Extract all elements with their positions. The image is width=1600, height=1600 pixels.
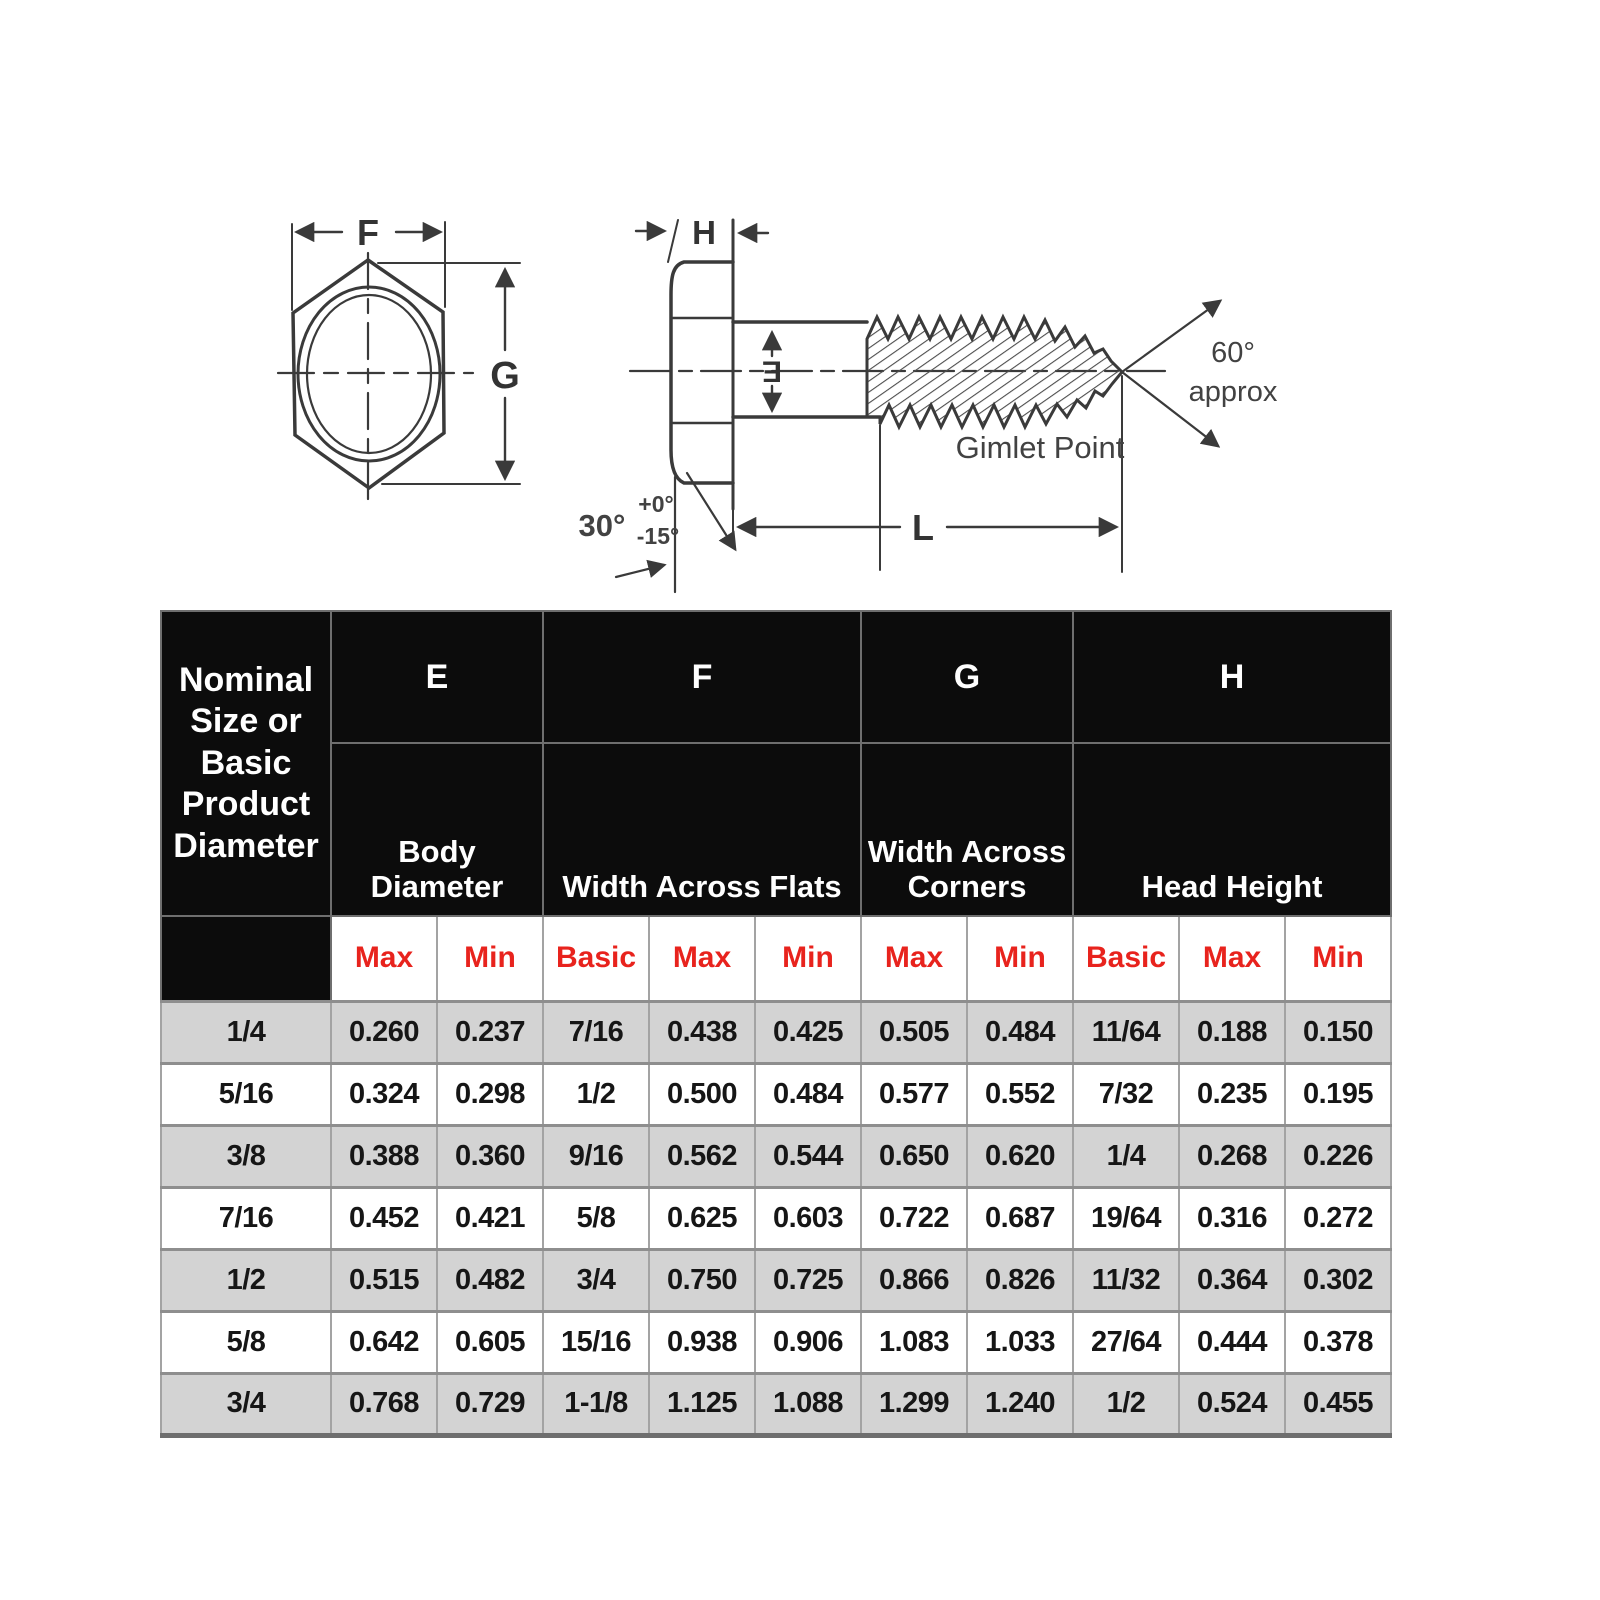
row-size-cell: 3/4	[161, 1373, 331, 1435]
value-cell: 0.150	[1285, 1001, 1391, 1063]
value-cell: 1.033	[967, 1311, 1073, 1373]
value-cell: 0.577	[861, 1063, 967, 1125]
measure-type-cell: Max	[861, 916, 967, 1001]
value-cell: 9/16	[543, 1125, 649, 1187]
value-cell: 0.226	[1285, 1125, 1391, 1187]
h-extension-left	[668, 220, 678, 262]
measure-type-corner-cell	[161, 916, 331, 1001]
value-cell: 1.088	[755, 1373, 861, 1435]
value-cell: 0.388	[331, 1125, 437, 1187]
value-cell: 0.750	[649, 1249, 755, 1311]
value-cell: 0.938	[649, 1311, 755, 1373]
value-cell: 0.729	[437, 1373, 543, 1435]
value-cell: 1.299	[861, 1373, 967, 1435]
value-cell: 0.484	[755, 1063, 861, 1125]
value-cell: 0.500	[649, 1063, 755, 1125]
value-cell: 1.083	[861, 1311, 967, 1373]
measure-type-cell: Min	[755, 916, 861, 1001]
value-cell: 0.235	[1179, 1063, 1285, 1125]
value-cell: 1/2	[543, 1063, 649, 1125]
group-letter-e: E	[331, 611, 543, 743]
group-name-width-across-flats: Width Across Flats	[543, 743, 861, 916]
value-cell: 0.195	[1285, 1063, 1391, 1125]
value-cell: 0.515	[331, 1249, 437, 1311]
value-cell: 0.302	[1285, 1249, 1391, 1311]
value-cell: 0.625	[649, 1187, 755, 1249]
table-row	[161, 1125, 1391, 1187]
corner-header-line: Product	[181, 785, 311, 824]
value-cell: 0.425	[755, 1001, 861, 1063]
value-cell: 0.360	[437, 1125, 543, 1187]
value-cell: 11/32	[1073, 1249, 1179, 1311]
value-cell: 0.725	[755, 1249, 861, 1311]
value-cell: 0.444	[1179, 1311, 1285, 1373]
lag-screw-diagram	[0, 0, 1600, 605]
thread-profile	[867, 317, 1122, 427]
table-row	[161, 1249, 1391, 1311]
measure-type-cell: Min	[1285, 916, 1391, 1001]
value-cell: 0.452	[331, 1187, 437, 1249]
dim-label-h: H	[692, 214, 716, 251]
value-cell: 0.603	[755, 1187, 861, 1249]
row-size-cell: 1/2	[161, 1249, 331, 1311]
value-cell: 0.378	[1285, 1311, 1391, 1373]
spec-table-body	[161, 1001, 1391, 1435]
value-cell: 0.642	[331, 1311, 437, 1373]
value-cell: 0.260	[331, 1001, 437, 1063]
value-cell: 0.298	[437, 1063, 543, 1125]
group-name-body-diameter: Body Diameter	[331, 743, 543, 916]
value-cell: 0.316	[1179, 1187, 1285, 1249]
group-name-row	[161, 743, 1391, 916]
measure-type-cell: Max	[331, 916, 437, 1001]
value-cell: 7/32	[1073, 1063, 1179, 1125]
head-profile	[671, 262, 733, 483]
value-cell: 0.438	[649, 1001, 755, 1063]
row-size-cell: 3/8	[161, 1125, 331, 1187]
measure-type-cell: Basic	[1073, 916, 1179, 1001]
group-letter-g: G	[861, 611, 1073, 743]
measure-type-cell: Max	[649, 916, 755, 1001]
dim-label-l: L	[912, 507, 934, 548]
table-row	[161, 1187, 1391, 1249]
value-cell: 1.240	[967, 1373, 1073, 1435]
row-size-cell: 5/8	[161, 1311, 331, 1373]
measure-type-cell: Basic	[543, 916, 649, 1001]
dim-label-e: E	[761, 354, 783, 388]
group-letter-h: H	[1073, 611, 1391, 743]
value-cell: 7/16	[543, 1001, 649, 1063]
dim-label-f: F	[357, 212, 379, 253]
value-cell: 1/4	[1073, 1125, 1179, 1187]
value-cell: 1/2	[1073, 1373, 1179, 1435]
point-angle-line-upper	[1122, 301, 1220, 372]
value-cell: 15/16	[543, 1311, 649, 1373]
value-cell: 0.562	[649, 1125, 755, 1187]
value-cell: 0.188	[1179, 1001, 1285, 1063]
value-cell: 0.484	[967, 1001, 1073, 1063]
corner-header-line: Nominal	[178, 660, 314, 699]
value-cell: 0.722	[861, 1187, 967, 1249]
value-cell: 0.544	[755, 1125, 861, 1187]
gimlet-point-label: Gimlet Point	[955, 430, 1125, 465]
table-row	[161, 1373, 1391, 1435]
measure-type-cell: Max	[1179, 916, 1285, 1001]
value-cell: 3/4	[543, 1249, 649, 1311]
value-cell: 0.687	[967, 1187, 1073, 1249]
letter-header-row	[161, 611, 1391, 743]
value-cell: 19/64	[1073, 1187, 1179, 1249]
row-size-cell: 7/16	[161, 1187, 331, 1249]
value-cell: 0.324	[331, 1063, 437, 1125]
chamfer-leader-arrow	[616, 565, 664, 577]
value-cell: 0.620	[967, 1125, 1073, 1187]
value-cell: 0.505	[861, 1001, 967, 1063]
value-cell: 5/8	[543, 1187, 649, 1249]
value-cell: 0.524	[1179, 1373, 1285, 1435]
corner-header-line: Diameter	[173, 826, 319, 865]
group-name-head-height: Head Height	[1073, 743, 1391, 916]
group-letter-f: F	[543, 611, 861, 743]
value-cell: 1-1/8	[543, 1373, 649, 1435]
value-cell: 0.268	[1179, 1125, 1285, 1187]
lag-screw-dimension-table	[160, 610, 1392, 1438]
chamfer-angle-label: 30°	[578, 508, 626, 543]
value-cell: 0.421	[437, 1187, 543, 1249]
row-size-cell: 1/4	[161, 1001, 331, 1063]
corner-header	[161, 611, 331, 916]
point-angle-label: 60°	[1211, 337, 1255, 369]
table-row	[161, 1311, 1391, 1373]
value-cell: 0.237	[437, 1001, 543, 1063]
chamfer-tol-plus-label: +0°	[638, 491, 674, 517]
table-row	[161, 1063, 1391, 1125]
chamfer-tol-minus-label: -15°	[636, 523, 680, 549]
value-cell: 0.482	[437, 1249, 543, 1311]
value-cell: 0.364	[1179, 1249, 1285, 1311]
dim-label-g: G	[490, 355, 520, 397]
measure-type-cell: Min	[967, 916, 1073, 1001]
value-cell: 27/64	[1073, 1311, 1179, 1373]
measure-type-cell: Min	[437, 916, 543, 1001]
measure-type-row	[161, 916, 1391, 1001]
value-cell: 0.552	[967, 1063, 1073, 1125]
hex-head-front-view	[278, 222, 520, 499]
table-row	[161, 1001, 1391, 1063]
value-cell: 11/64	[1073, 1001, 1179, 1063]
value-cell: 0.605	[437, 1311, 543, 1373]
value-cell: 0.650	[861, 1125, 967, 1187]
value-cell: 0.768	[331, 1373, 437, 1435]
value-cell: 0.826	[967, 1249, 1073, 1311]
row-size-cell: 5/16	[161, 1063, 331, 1125]
corner-header-line: Size or	[190, 702, 302, 741]
value-cell: 0.906	[755, 1311, 861, 1373]
group-name-width-across-corners: Width Across Corners	[861, 743, 1073, 916]
value-cell: 1.125	[649, 1373, 755, 1435]
value-cell: 0.866	[861, 1249, 967, 1311]
value-cell: 0.455	[1285, 1373, 1391, 1435]
value-cell: 0.272	[1285, 1187, 1391, 1249]
point-angle-note-label: approx	[1188, 376, 1278, 408]
corner-header-line: Basic	[200, 743, 292, 782]
